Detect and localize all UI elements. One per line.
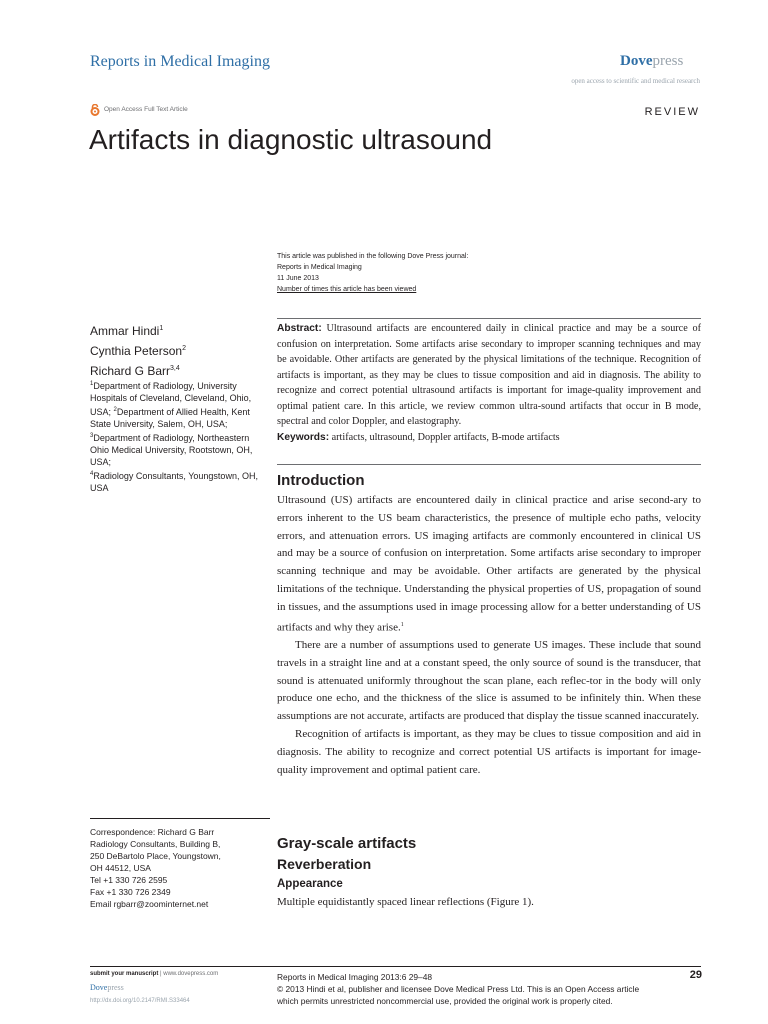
introduction-body (277, 492, 701, 779)
article-type: REVIEW (644, 106, 700, 118)
divider (277, 464, 701, 465)
divider (277, 318, 701, 319)
footer-divider (90, 966, 701, 967)
citation: Reports in Medical Imaging 2013:6 29–48 © 2013 Hindi et al, publisher and licensee Dove Medical Press Ltd. This is an Open Access article which permits unrestricted noncommercial use, provided the original work is properly cited. (277, 972, 640, 1006)
author: Ammar Hindi$^1$ (90, 324, 164, 338)
affiliations: $^1$Department of Radiology, University Hospitals of Cleveland, Cleveland, Ohio, USA; $^2$Department of Allied Health, Kent State University, Salem, OH, USA; $^3$Department of Radiology, Northeastern Ohio Medical University, Rootstown, OH, USA; $^4$Radiology Consultants, Youngstown, OH, USA (90, 381, 258, 493)
footer-dovepress-logo[interactable]: Dovepress (90, 983, 124, 992)
dovepress-logo[interactable] (620, 53, 683, 70)
page-number: 29 (689, 969, 702, 981)
views-link[interactable]: Number of times this article has been viewed (277, 286, 417, 293)
open-access-label: Open Access Full Text Article (104, 106, 188, 113)
divider (90, 818, 270, 819)
pubinfo-journal[interactable]: Reports in Medical Imaging (277, 264, 362, 271)
pubinfo-line: This article was published in the following Dove Press journal: (277, 253, 469, 260)
correspondence: Correspondence: Richard G Barr Radiology Consultants, Building B, 250 DeBartolo Place, Youngstown, OH 44512, USA Tel +1 330 726 2595 Fax +1 330 726 2349 Email rgbarr@zoominternet.net (90, 826, 270, 910)
paragraph: There are a number of assumptions used to generate US images. These include that sound travels in a straight line and at a constant speed, the only source of sound is the transducer, that sound is attenuated uniformly throughout the scan plane, each reflec-tor in the body will only produce one echo, and the thickness of the slice is assumed to be infinitely thin. When these assumptions are not accurate, artifacts are produced that display the tissue scanned inaccurately. (277, 639, 701, 723)
pubinfo-date: 11 June 2013 (277, 275, 319, 282)
tagline: open access to scientific and medical research (571, 77, 700, 85)
email-link[interactable]: Email rgbarr@zoominternet.net (90, 899, 209, 909)
brand-press: press (652, 53, 684, 69)
open-access-icon (90, 104, 100, 116)
section-heading-introduction: Introduction (277, 472, 365, 489)
author: Richard G Barr$^{3,4}$ (90, 364, 180, 378)
abstract: Abstract: Ultrasound artifacts are encountered daily in clinical practice and may be a source of confusion on interpretation. Some artifacts arise secondary to improper scanning techniques and may be avoidable. Other artifacts are generated by the physical limitations of the technique. Recognition of artifacts is important, as they may be clues to tissue composition and aid in diagnosis. The ability to recognize and correct potential ultrasound artifacts is important for image-quality improvement and optimal patient care. In this article, we review common ultra-sound artifacts that occur in B mode, spectral and color Doppler, and elastography. Keywords: artifacts, ultrasound, Doppler artifacts, B-mode artifacts (277, 323, 701, 443)
brand-dove: Dove (620, 53, 653, 69)
submit-manuscript[interactable]: submit your manuscript | www.dovepress.com (90, 971, 219, 977)
subsection-heading-reverberation: Reverberation (277, 856, 372, 872)
subsubsection-heading-appearance: Appearance (277, 878, 343, 890)
reference-link[interactable]: 1 (400, 621, 404, 628)
section-heading-grayscale: Gray-scale artifacts (277, 835, 417, 852)
journal-name[interactable]: Reports in Medical Imaging (90, 53, 270, 70)
paragraph: Recognition of artifacts is important, as they may be clues to tissue composition and aid in diagnosis. The ability to recognize and correct potential US artifacts is important for image-quality improvement and optimal patient care. (277, 728, 701, 776)
publication-info (277, 251, 468, 295)
paragraph: Multiple equidistantly spaced linear reflections (Figure 1). (277, 896, 534, 908)
author-list (90, 320, 186, 380)
article-title: Artifacts in diagnostic ultrasound (89, 124, 493, 155)
doi-link[interactable]: http://dx.doi.org/10.2147/RMI.S33464 (90, 998, 190, 1004)
paragraph: Ultrasound (US) artifacts are encountered daily in clinical practice and arise second-ary to errors inherent to the US beam characteristics, the presence of multiple echo paths, velocity errors, and attenuation errors. US imaging artifacts are commonly encountered in clinical US and may be a source of confusion on interpretation. Some artifacts arise secondary to improper scanning technique and may be avoidable. Other artifacts are generated by the physical limitations of the technique. Understanding the physical properties of US, propagation of sound in tissues, and the assumptions used in image processing allow for a better understanding of US artifacts and why they arise.$^1$ (277, 494, 701, 634)
author: Cynthia Peterson$^2$ (90, 344, 186, 358)
